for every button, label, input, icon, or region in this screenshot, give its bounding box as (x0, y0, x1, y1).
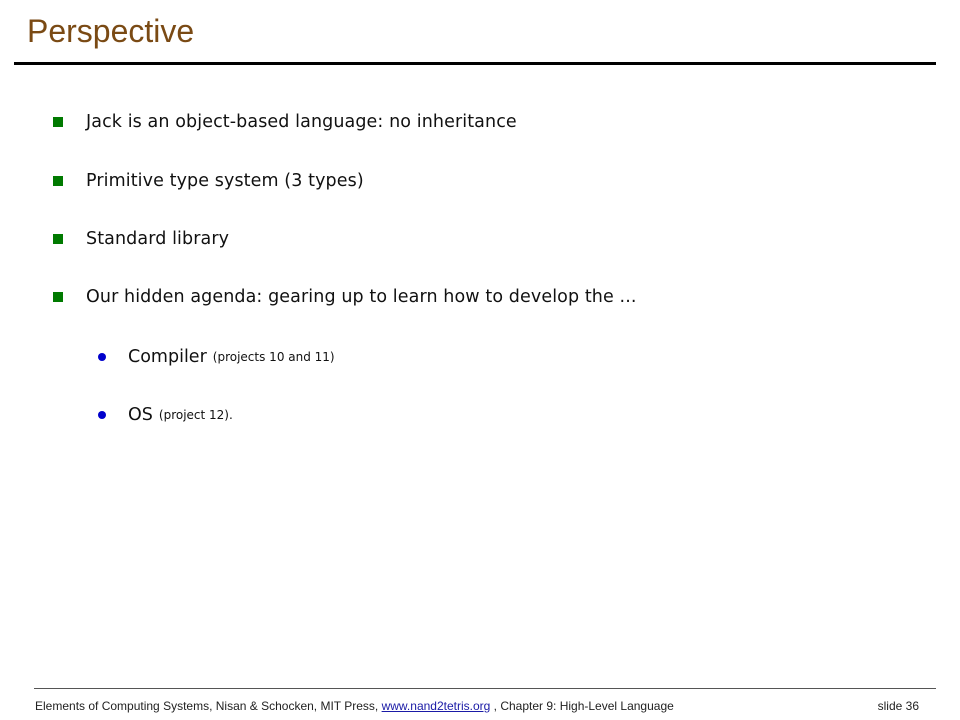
footer-link[interactable]: www.nand2tetris.org (381, 699, 491, 713)
bullet-item (53, 112, 517, 132)
sub-bullet-text: Compiler (128, 347, 207, 367)
footer-prefix: Elements of Computing Systems, Nisan & Schocken, MIT Press, (35, 699, 379, 713)
bullet-item (53, 287, 637, 307)
square-bullet-icon (53, 292, 63, 302)
footer-citation (35, 699, 935, 713)
round-bullet-icon (98, 411, 106, 419)
bullet-text: Standard library (86, 229, 230, 249)
sub-bullet-note: (projects 10 and 11) (212, 350, 335, 364)
square-bullet-icon (53, 117, 63, 127)
bullet-item (53, 229, 229, 249)
sub-bullet-item (98, 405, 233, 425)
sub-bullet-note: (project 12). (158, 408, 233, 422)
sub-bullet-text: OS (128, 405, 153, 425)
bullet-text: Primitive type system (3 types) (86, 171, 364, 191)
round-bullet-icon (98, 353, 106, 361)
slide-title: Perspective (27, 13, 195, 49)
slide-number: slide 36 (877, 699, 919, 713)
square-bullet-icon (53, 176, 63, 186)
bullet-text: Jack is an object-based language: no inheritance (86, 112, 517, 132)
sub-bullet-item (98, 347, 335, 367)
square-bullet-icon (53, 234, 63, 244)
footer-suffix: , Chapter 9: High-Level Language (493, 699, 674, 713)
bullet-item (53, 171, 364, 191)
title-divider (14, 62, 936, 65)
bullet-text: Our hidden agenda: gearing up to learn how to develop the ... (86, 287, 637, 307)
footer-divider (34, 688, 936, 689)
